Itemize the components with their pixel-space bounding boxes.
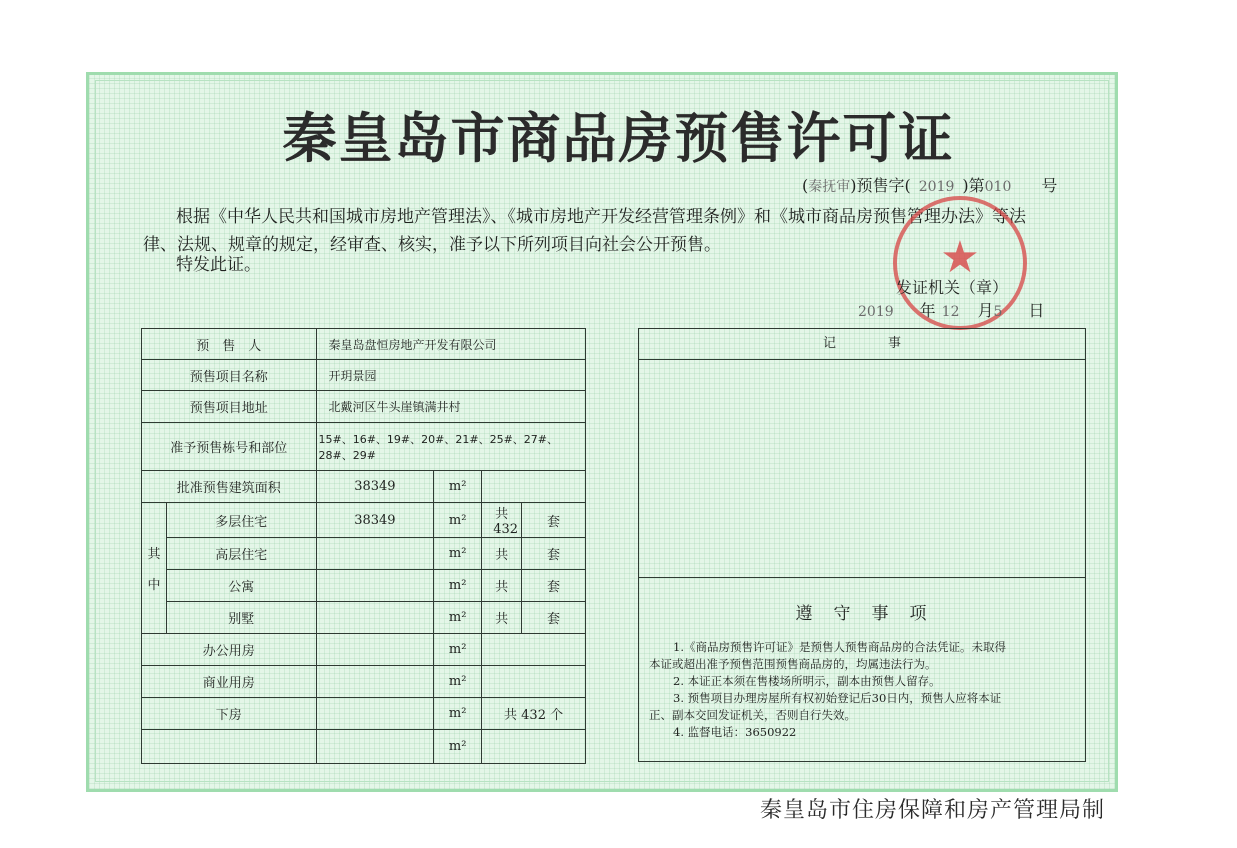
record-header: 记 事 [639,329,1085,360]
seal-star-icon: ★ [940,232,980,283]
body-text-line3: 特发此证。 [176,255,261,275]
issuing-bureau-footer: 秦皇岛市住房保障和房产管理局制 [760,798,1106,823]
table-row: 预售项目名称 开玥景园 [142,360,586,391]
table-row: 准予预售栋号和部位 15#、16#、19#、20#、21#、25#、27#、28#、29# [142,423,586,471]
rule-item: 4. 监督电话：3650922 [673,725,797,739]
table-row: 预售项目地址 北戴河区牛头崖镇满井村 [142,391,586,423]
table-row: 批准预售建筑面积 38349 m² [142,471,586,503]
record-box [638,328,1086,762]
body-text-line1: 根据《中华人民共和国城市房地产管理法》、《城市房地产开发经营管理条例》和《城市商品房预售管理办法》等法 [176,207,1026,227]
rules-title: 遵 守 事 项 [795,604,929,624]
rule-item: 2. 本证正本须在售楼场所明示，副本由预售人留存。 [673,674,941,688]
table-row: 商业用房 m² [142,666,586,698]
certificate-title: 秦皇岛市商品房预售许可证 [282,107,955,170]
rules-divider [639,577,1085,578]
table-row: 高层住宅 m² 共 套 [142,538,586,570]
rule-item: 1.《商品房预售许可证》是预售人预售商品房的合法凭证。未取得 [673,640,1006,654]
table-row: 下房 m² 共 432 个 [142,698,586,730]
table-row: 预 售 人 秦皇岛盘恒房地产开发有限公司 [142,329,586,360]
rule-item: 正、副本交回发证机关，否则自行失效。 [649,708,856,722]
issue-date: 2019 年 12 月5 日 [858,301,1045,320]
body-text-line2: 律、法规、规章的规定，经审查、核实，准予以下所列项目向社会公开预售。 [143,235,721,255]
project-info-table [141,328,586,764]
certificate-number: (秦抚审)预售字( 2019 )第010 号 [802,176,1058,195]
table-row: 其 中 多层住宅 38349 m² 共432 套 [142,503,586,538]
rule-item: 本证或超出准予预售范围预售商品房的，均属违法行为。 [649,657,937,671]
rules-list [649,639,1079,741]
table-row: 别墅 m² 共 套 [142,602,586,634]
rule-item: 3. 预售项目办理房屋所有权初始登记后30日内，预售人应将本证 [673,691,1002,705]
table-row: 公寓 m² 共 套 [142,570,586,602]
table-row: m² [142,730,586,764]
table-row: 办公用房 m² [142,634,586,666]
issuer-label: 发证机关（章） [896,278,1009,297]
